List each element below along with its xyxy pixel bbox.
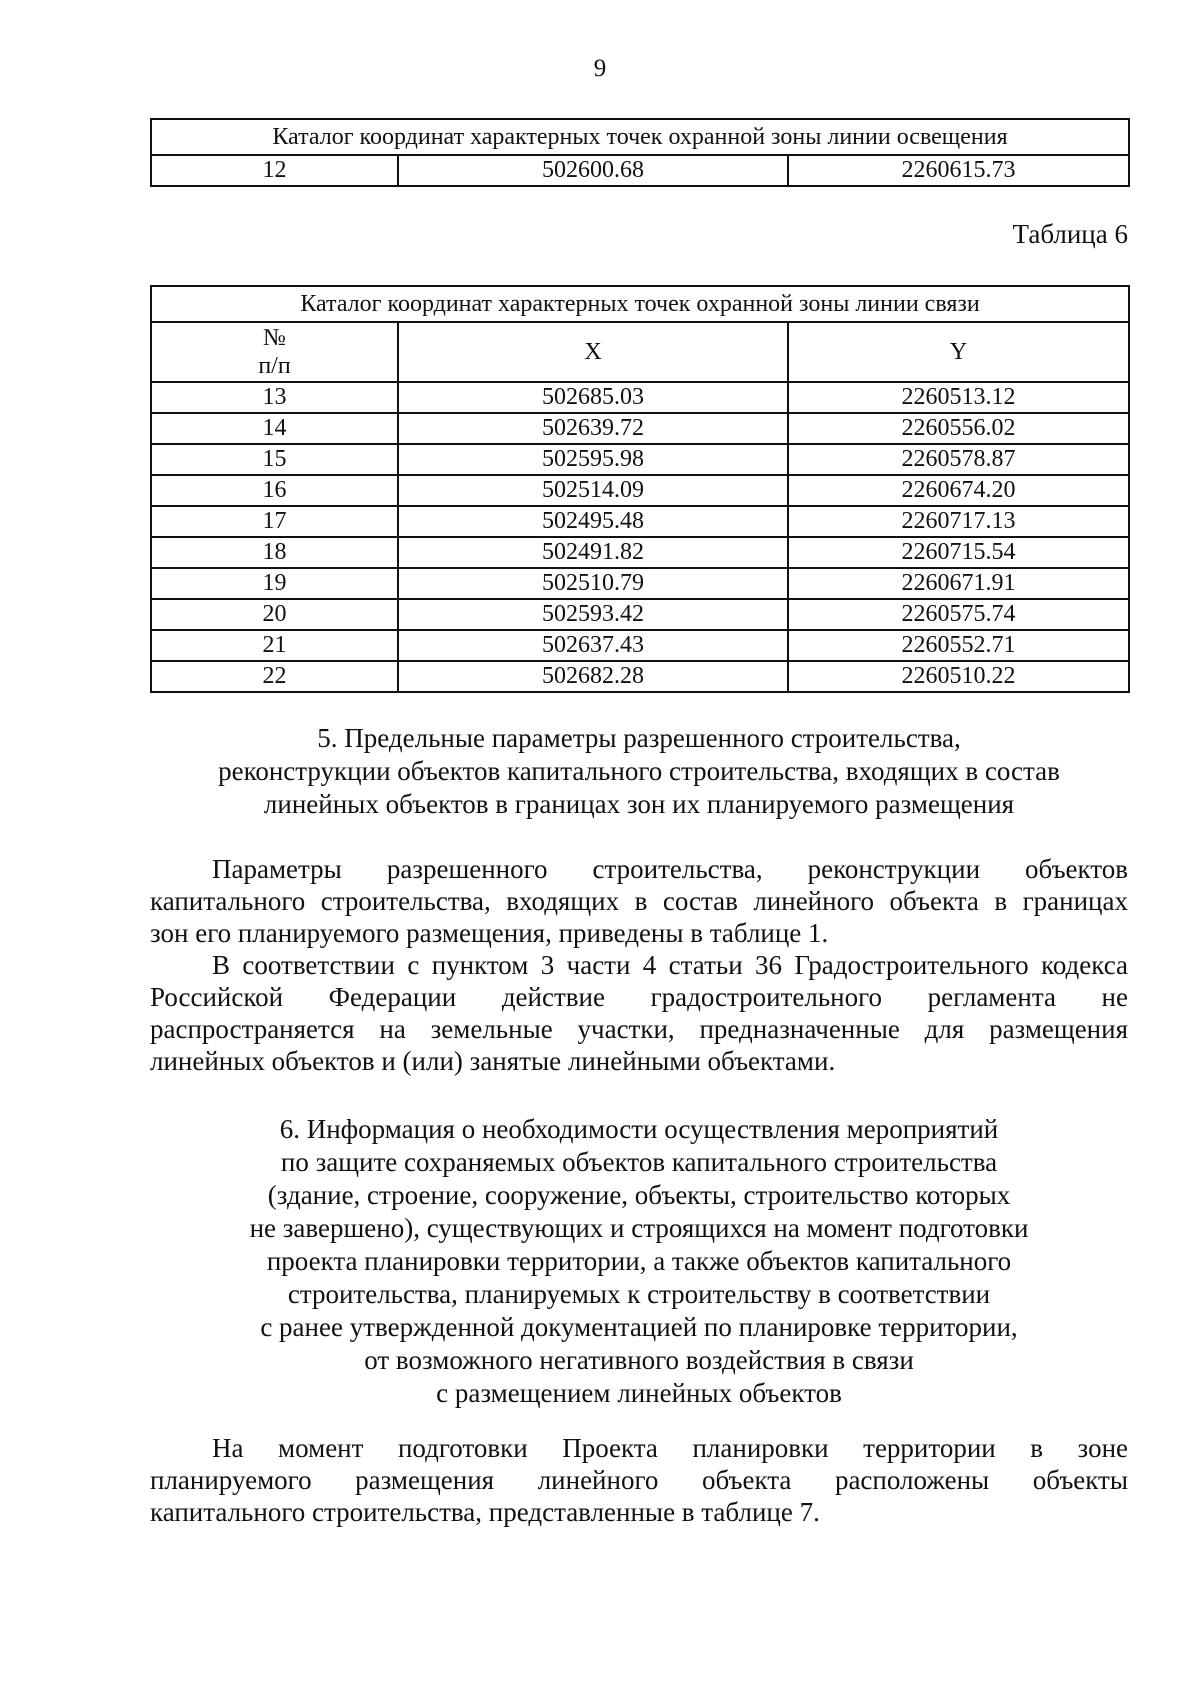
column-header-y: Y [788,322,1129,382]
page-number: 9 [593,55,607,82]
table-title: Каталог координат характерных точек охранной зоны линии освещения [151,119,1129,155]
section-5-heading: 5. Предельные параметры разрешенного строительства, реконструкции объектов капитального строительства, входящих в состав линейных объектов в границах зон их планируемого размещения [218,723,1060,819]
column-header-x: X [398,322,788,382]
cell-number: 21 [151,630,398,661]
cell-number: 17 [151,506,398,537]
cell-x: 502491.82 [398,537,788,568]
paragraph-town-planning-code: В соответствии с пунктом 3 части 4 статьи 36 Градостроительного кодекса Российской Федерации действие градостроительного регламента не распространяется на земельные участки, предназначенные для размещения линейных объектов и (или) занятые линейными объектами. [150,950,1128,1076]
table-row [151,155,1129,186]
cell-x: 502637.43 [398,630,788,661]
cell-x: 502593.42 [398,599,788,630]
table-row [151,661,1129,692]
table-row [151,475,1129,506]
table-row [151,630,1129,661]
cell-y: 2260674.20 [788,475,1129,506]
table-row [151,413,1129,444]
cell-number: 15 [151,444,398,475]
cell-y: 2260578.87 [788,444,1129,475]
cell-y: 2260671.91 [788,568,1129,599]
paragraph-existing-objects: На момент подготовки Проекта планировки территории в зоне планируемого размещения линейного объекта расположены объекты капитального строительства, представленные в таблице 7. [150,1433,1128,1527]
cell-y: 2260510.22 [788,661,1129,692]
cell-number: 22 [151,661,398,692]
cell-x: 502682.28 [398,661,788,692]
cell-number: 13 [151,382,398,413]
table-row [151,537,1129,568]
cell-y: 2260556.02 [788,413,1129,444]
communication-zone-coordinates-table [150,285,1130,693]
cell-y: 2260717.13 [788,506,1129,537]
cell-y: 2260513.12 [788,382,1129,413]
cell-y: 2260552.71 [788,630,1129,661]
cell-number: 20 [151,599,398,630]
table-row [151,444,1129,475]
lighting-zone-coordinates-table [150,118,1130,187]
cell-x: 502685.03 [398,382,788,413]
cell-x: 502495.48 [398,506,788,537]
paragraph-parameters: Параметры разрешенного строительства, реконструкции объектов капитального строительства, входящих в состав линейного объекта в границах зон его планируемого размещения, приведены в таблице 1. [150,854,1128,948]
table-6-label: Таблица 6 [1012,219,1128,249]
section-6-heading: 6. Информация о необходимости осуществления мероприятий по защите сохраняемых объектов капитального строительства (здание, строение, сооружение, объекты, строительство которых не завершено), существующих и строящихся на момент подготовки проекта планировки территории, а также объектов капитального строительства, планируемых к строительству в соответствии с ранее утвержденной документацией по планировке территории, от возможного негативного воздействия в связи с размещением линейных объектов [249,1114,1029,1408]
table-header-row [151,322,1129,382]
table-row [151,382,1129,413]
cell-y: 2260615.73 [788,155,1129,186]
cell-number: 14 [151,413,398,444]
cell-x: 502510.79 [398,568,788,599]
cell-x: 502514.09 [398,475,788,506]
column-header-number: № п/п [151,322,398,382]
cell-y: 2260715.54 [788,537,1129,568]
cell-number: 12 [151,155,398,186]
cell-number: 19 [151,568,398,599]
cell-y: 2260575.74 [788,599,1129,630]
cell-x: 502639.72 [398,413,788,444]
table-row [151,568,1129,599]
cell-x: 502600.68 [398,155,788,186]
cell-x: 502595.98 [398,444,788,475]
table-title: Каталог координат характерных точек охранной зоны линии связи [151,286,1129,322]
cell-number: 18 [151,537,398,568]
table-row [151,506,1129,537]
table-row [151,599,1129,630]
cell-number: 16 [151,475,398,506]
